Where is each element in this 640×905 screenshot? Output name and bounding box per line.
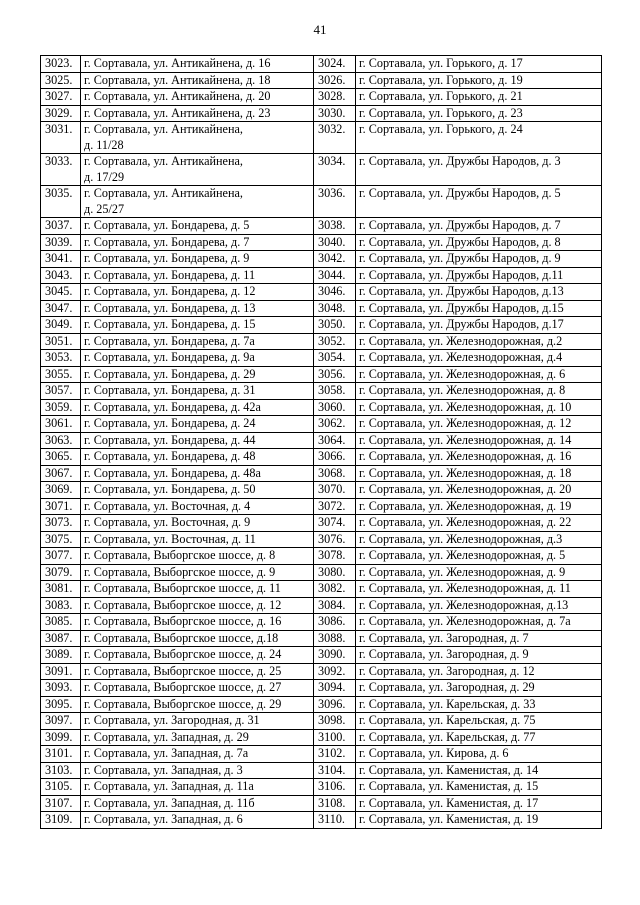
row-number-right: 3062.	[314, 416, 356, 433]
table-row	[41, 647, 602, 664]
table-row	[41, 234, 602, 251]
row-number-right: 3096.	[314, 696, 356, 713]
row-number-right: 3084.	[314, 597, 356, 614]
row-number-left: 3071.	[41, 498, 81, 515]
table-row	[41, 531, 602, 548]
table-row	[41, 383, 602, 400]
row-number-left: 3097.	[41, 713, 81, 730]
address-right: г. Сортавала, ул. Железнодорожная, д. 9	[356, 564, 602, 581]
address-left: г. Сортавала, Выборгское шоссе, д. 27	[81, 680, 314, 697]
row-number-right: 3108.	[314, 795, 356, 812]
address-left: г. Сортавала, Выборгское шоссе, д. 12	[81, 597, 314, 614]
table-row	[41, 56, 602, 73]
page-number: 41	[313, 22, 327, 37]
row-number-right: 3086.	[314, 614, 356, 631]
row-number-left: 3063.	[41, 432, 81, 449]
table-row	[41, 762, 602, 779]
address-left: г. Сортавала, ул. Загородная, д. 31	[81, 713, 314, 730]
row-number-right: 3076.	[314, 531, 356, 548]
row-number-left: 3073.	[41, 515, 81, 532]
address-right: г. Сортавала, ул. Горького, д. 21	[356, 89, 602, 106]
address-right: г. Сортавала, ул. Железнодорожная, д. 16	[356, 449, 602, 466]
address-left: г. Сортавала, Выборгское шоссе, д. 9	[81, 564, 314, 581]
table-row	[41, 251, 602, 268]
address-left: г. Сортавала, ул. Западная, д. 7а	[81, 746, 314, 763]
row-number-left: 3045.	[41, 284, 81, 301]
row-number-left: 3103.	[41, 762, 81, 779]
row-number-right: 3046.	[314, 284, 356, 301]
address-left: г. Сортавала, ул. Антикайнена, д. 16	[81, 56, 314, 73]
address-left: г. Сортавала, ул. Бондарева, д. 44	[81, 432, 314, 449]
row-number-left: 3099.	[41, 729, 81, 746]
address-left: г. Сортавала, ул. Бондарева, д. 42а	[81, 399, 314, 416]
address-right: г. Сортавала, ул. Железнодорожная, д. 6	[356, 366, 602, 383]
address-right: г. Сортавала, ул. Горького, д. 24	[356, 122, 602, 154]
row-number-right: 3088.	[314, 630, 356, 647]
address-left: г. Сортавала, ул. Антикайнена, д. 23	[81, 105, 314, 122]
address-left: г. Сортавала, ул. Бондарева, д. 50	[81, 482, 314, 499]
row-number-left: 3059.	[41, 399, 81, 416]
table-row	[41, 333, 602, 350]
address-right: г. Сортавала, ул. Железнодорожная, д. 12	[356, 416, 602, 433]
address-right: г. Сортавала, ул. Железнодорожная, д. 19	[356, 498, 602, 515]
address-right: г. Сортавала, ул. Железнодорожная, д. 5	[356, 548, 602, 565]
address-right: г. Сортавала, ул. Железнодорожная, д. 8	[356, 383, 602, 400]
address-right: г. Сортавала, ул. Каменистая, д. 17	[356, 795, 602, 812]
address-left: г. Сортавала, ул. Западная, д. 11а	[81, 779, 314, 796]
row-number-left: 3109.	[41, 812, 81, 829]
row-number-right: 3058.	[314, 383, 356, 400]
address-left: г. Сортавала, ул. Бондарева, д. 24	[81, 416, 314, 433]
row-number-left: 3055.	[41, 366, 81, 383]
row-number-left: 3037.	[41, 218, 81, 235]
address-right: г. Сортавала, ул. Каменистая, д. 19	[356, 812, 602, 829]
row-number-left: 3069.	[41, 482, 81, 499]
table-row	[41, 267, 602, 284]
row-number-right: 3040.	[314, 234, 356, 251]
address-right: г. Сортавала, ул. Загородная, д. 29	[356, 680, 602, 697]
address-left: г. Сортавала, ул. Антикайнена, д. 18	[81, 72, 314, 89]
address-right: г. Сортавала, ул. Дружбы Народов, д. 5	[356, 186, 602, 218]
table-row	[41, 630, 602, 647]
row-number-right: 3110.	[314, 812, 356, 829]
table-row	[41, 186, 602, 218]
table-row	[41, 89, 602, 106]
row-number-left: 3057.	[41, 383, 81, 400]
table-row	[41, 218, 602, 235]
address-right: г. Сортавала, ул. Горького, д. 19	[356, 72, 602, 89]
table-row	[41, 416, 602, 433]
row-number-right: 3044.	[314, 267, 356, 284]
address-right: г. Сортавала, ул. Каменистая, д. 15	[356, 779, 602, 796]
row-number-left: 3065.	[41, 449, 81, 466]
address-right: г. Сортавала, ул. Карельская, д. 33	[356, 696, 602, 713]
table-row	[41, 663, 602, 680]
row-number-left: 3031.	[41, 122, 81, 154]
address-left: г. Сортавала, ул. Восточная, д. 9	[81, 515, 314, 532]
table-row	[41, 72, 602, 89]
row-number-right: 3030.	[314, 105, 356, 122]
row-number-right: 3068.	[314, 465, 356, 482]
row-number-left: 3085.	[41, 614, 81, 631]
address-left: г. Сортавала, ул. Бондарева, д. 29	[81, 366, 314, 383]
address-left: г. Сортавала, Выборгское шоссе, д. 8	[81, 548, 314, 565]
row-number-right: 3094.	[314, 680, 356, 697]
row-number-right: 3066.	[314, 449, 356, 466]
row-number-right: 3054.	[314, 350, 356, 367]
address-left: г. Сортавала, ул. Западная, д. 6	[81, 812, 314, 829]
address-right: г. Сортавала, ул. Карельская, д. 75	[356, 713, 602, 730]
address-right: г. Сортавала, ул. Дружбы Народов, д. 3	[356, 154, 602, 186]
row-number-right: 3064.	[314, 432, 356, 449]
address-left: г. Сортавала, Выборгское шоссе, д. 16	[81, 614, 314, 631]
address-right: г. Сортавала, ул. Загородная, д. 9	[356, 647, 602, 664]
row-number-left: 3091.	[41, 663, 81, 680]
address-left: г. Сортавала, Выборгское шоссе, д. 29	[81, 696, 314, 713]
table-row	[41, 729, 602, 746]
row-number-left: 3039.	[41, 234, 81, 251]
row-number-right: 3026.	[314, 72, 356, 89]
table-row	[41, 482, 602, 499]
address-left: г. Сортавала, ул. Бондарева, д. 9	[81, 251, 314, 268]
row-number-right: 3052.	[314, 333, 356, 350]
address-right: г. Сортавала, ул. Загородная, д. 7	[356, 630, 602, 647]
row-number-right: 3082.	[314, 581, 356, 598]
row-number-left: 3079.	[41, 564, 81, 581]
address-right: г. Сортавала, ул. Железнодорожная, д. 7а	[356, 614, 602, 631]
address-left: г. Сортавала, ул. Антикайнена, д. 20	[81, 89, 314, 106]
row-number-right: 3048.	[314, 300, 356, 317]
address-right: г. Сортавала, ул. Дружбы Народов, д.13	[356, 284, 602, 301]
address-left: г. Сортавала, ул. Западная, д. 11б	[81, 795, 314, 812]
address-left: г. Сортавала, ул. Бондарева, д. 13	[81, 300, 314, 317]
address-left: г. Сортавала, ул. Антикайнена, д. 11/28	[81, 122, 314, 154]
address-left: г. Сортавала, ул. Бондарева, д. 5	[81, 218, 314, 235]
address-right: г. Сортавала, ул. Железнодорожная, д.13	[356, 597, 602, 614]
row-number-left: 3101.	[41, 746, 81, 763]
table-row	[41, 350, 602, 367]
table-row	[41, 779, 602, 796]
table-row	[41, 746, 602, 763]
row-number-left: 3077.	[41, 548, 81, 565]
address-left: г. Сортавала, ул. Антикайнена, д. 17/29	[81, 154, 314, 186]
row-number-right: 3102.	[314, 746, 356, 763]
table-row	[41, 680, 602, 697]
address-left: г. Сортавала, ул. Восточная, д. 11	[81, 531, 314, 548]
row-number-right: 3106.	[314, 779, 356, 796]
row-number-left: 3051.	[41, 333, 81, 350]
address-right: г. Сортавала, ул. Кирова, д. 6	[356, 746, 602, 763]
address-right: г. Сортавала, ул. Железнодорожная, д. 18	[356, 465, 602, 482]
address-right: г. Сортавала, ул. Дружбы Народов, д. 7	[356, 218, 602, 235]
row-number-right: 3028.	[314, 89, 356, 106]
address-right: г. Сортавала, ул. Горького, д. 17	[356, 56, 602, 73]
address-table	[40, 55, 602, 829]
row-number-left: 3049.	[41, 317, 81, 334]
row-number-left: 3053.	[41, 350, 81, 367]
row-number-right: 3036.	[314, 186, 356, 218]
row-number-left: 3029.	[41, 105, 81, 122]
row-number-left: 3083.	[41, 597, 81, 614]
row-number-left: 3047.	[41, 300, 81, 317]
table-row	[41, 465, 602, 482]
table-row	[41, 614, 602, 631]
table-row	[41, 696, 602, 713]
row-number-right: 3074.	[314, 515, 356, 532]
row-number-left: 3095.	[41, 696, 81, 713]
row-number-left: 3061.	[41, 416, 81, 433]
table-row	[41, 597, 602, 614]
row-number-left: 3027.	[41, 89, 81, 106]
table-row	[41, 812, 602, 829]
row-number-right: 3024.	[314, 56, 356, 73]
address-right: г. Сортавала, ул. Дружбы Народов, д.11	[356, 267, 602, 284]
table-row	[41, 515, 602, 532]
address-left: г. Сортавала, ул. Бондарева, д. 7	[81, 234, 314, 251]
row-number-left: 3025.	[41, 72, 81, 89]
table-row	[41, 154, 602, 186]
address-left: г. Сортавала, ул. Бондарева, д. 11	[81, 267, 314, 284]
row-number-left: 3087.	[41, 630, 81, 647]
row-number-right: 3090.	[314, 647, 356, 664]
row-number-right: 3104.	[314, 762, 356, 779]
row-number-right: 3080.	[314, 564, 356, 581]
address-right: г. Сортавала, ул. Горького, д. 23	[356, 105, 602, 122]
address-right: г. Сортавала, ул. Дружбы Народов, д. 8	[356, 234, 602, 251]
address-right: г. Сортавала, ул. Каменистая, д. 14	[356, 762, 602, 779]
address-right: г. Сортавала, ул. Железнодорожная, д. 14	[356, 432, 602, 449]
address-table-body	[41, 56, 602, 829]
row-number-right: 3072.	[314, 498, 356, 515]
table-row	[41, 564, 602, 581]
address-right: г. Сортавала, ул. Дружбы Народов, д.17	[356, 317, 602, 334]
address-left: г. Сортавала, Выборгское шоссе, д. 24	[81, 647, 314, 664]
row-number-left: 3107.	[41, 795, 81, 812]
row-number-left: 3093.	[41, 680, 81, 697]
address-right: г. Сортавала, ул. Железнодорожная, д. 22	[356, 515, 602, 532]
row-number-right: 3042.	[314, 251, 356, 268]
table-row	[41, 498, 602, 515]
row-number-left: 3043.	[41, 267, 81, 284]
row-number-right: 3078.	[314, 548, 356, 565]
address-right: г. Сортавала, ул. Железнодорожная, д.4	[356, 350, 602, 367]
table-row	[41, 366, 602, 383]
row-number-right: 3050.	[314, 317, 356, 334]
address-left: г. Сортавала, ул. Антикайнена, д. 25/27	[81, 186, 314, 218]
address-left: г. Сортавала, Выборгское шоссе, д.18	[81, 630, 314, 647]
row-number-right: 3034.	[314, 154, 356, 186]
address-left: г. Сортавала, ул. Бондарева, д. 12	[81, 284, 314, 301]
address-left: г. Сортавала, ул. Бондарева, д. 31	[81, 383, 314, 400]
address-right: г. Сортавала, ул. Загородная, д. 12	[356, 663, 602, 680]
row-number-left: 3081.	[41, 581, 81, 598]
row-number-left: 3023.	[41, 56, 81, 73]
row-number-right: 3060.	[314, 399, 356, 416]
row-number-left: 3089.	[41, 647, 81, 664]
address-left: г. Сортавала, ул. Западная, д. 29	[81, 729, 314, 746]
address-left: г. Сортавала, Выборгское шоссе, д. 11	[81, 581, 314, 598]
address-left: г. Сортавала, ул. Бондарева, д. 48	[81, 449, 314, 466]
table-row	[41, 432, 602, 449]
address-left: г. Сортавала, ул. Бондарева, д. 48а	[81, 465, 314, 482]
address-left: г. Сортавала, Выборгское шоссе, д. 25	[81, 663, 314, 680]
row-number-right: 3056.	[314, 366, 356, 383]
table-row	[41, 581, 602, 598]
address-left: г. Сортавала, ул. Бондарева, д. 9а	[81, 350, 314, 367]
address-right: г. Сортавала, ул. Железнодорожная, д. 10	[356, 399, 602, 416]
row-number-left: 3075.	[41, 531, 81, 548]
address-left: г. Сортавала, ул. Западная, д. 3	[81, 762, 314, 779]
address-right: г. Сортавала, ул. Железнодорожная, д. 20	[356, 482, 602, 499]
row-number-right: 3070.	[314, 482, 356, 499]
row-number-left: 3067.	[41, 465, 81, 482]
table-row	[41, 122, 602, 154]
table-row	[41, 300, 602, 317]
row-number-left: 3105.	[41, 779, 81, 796]
table-row	[41, 449, 602, 466]
row-number-right: 3100.	[314, 729, 356, 746]
address-right: г. Сортавала, ул. Дружбы Народов, д. 9	[356, 251, 602, 268]
row-number-left: 3033.	[41, 154, 81, 186]
row-number-right: 3038.	[314, 218, 356, 235]
table-row	[41, 713, 602, 730]
address-right: г. Сортавала, ул. Железнодорожная, д.2	[356, 333, 602, 350]
address-left: г. Сортавала, ул. Бондарева, д. 15	[81, 317, 314, 334]
row-number-left: 3041.	[41, 251, 81, 268]
address-left: г. Сортавала, ул. Восточная, д. 4	[81, 498, 314, 515]
address-right: г. Сортавала, ул. Железнодорожная, д. 11	[356, 581, 602, 598]
table-row	[41, 548, 602, 565]
table-row	[41, 795, 602, 812]
row-number-right: 3092.	[314, 663, 356, 680]
row-number-right: 3032.	[314, 122, 356, 154]
row-number-left: 3035.	[41, 186, 81, 218]
table-row	[41, 399, 602, 416]
table-row	[41, 105, 602, 122]
table-row	[41, 284, 602, 301]
address-right: г. Сортавала, ул. Железнодорожная, д.3	[356, 531, 602, 548]
table-row	[41, 317, 602, 334]
address-left: г. Сортавала, ул. Бондарева, д. 7а	[81, 333, 314, 350]
address-right: г. Сортавала, ул. Карельская, д. 77	[356, 729, 602, 746]
row-number-right: 3098.	[314, 713, 356, 730]
address-right: г. Сортавала, ул. Дружбы Народов, д.15	[356, 300, 602, 317]
